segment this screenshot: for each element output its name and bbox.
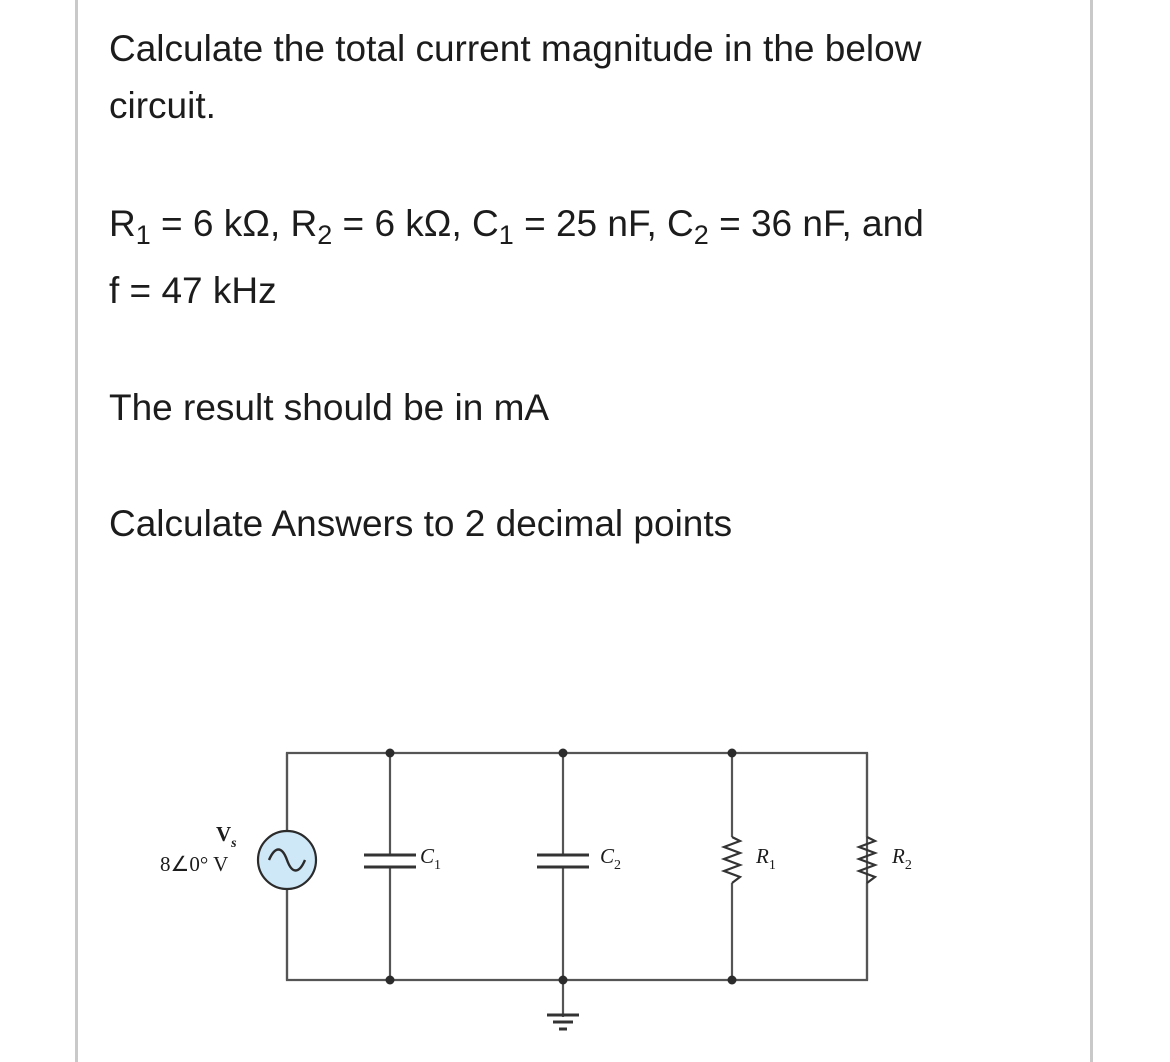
- source-value: 8∠0° V: [160, 852, 229, 876]
- c2-diagram-label: $C_2$: [600, 844, 622, 873]
- junction-node: [728, 976, 737, 985]
- junction-node: [728, 749, 737, 758]
- unit-instruction: The result should be in mA: [109, 387, 550, 428]
- frequency-value: f = 47 kHz: [109, 270, 277, 311]
- source-subscript: s: [231, 836, 237, 851]
- r1-diagram-label: $R_1$: [756, 844, 776, 873]
- ground-icon: [547, 1015, 579, 1029]
- c2-value: = 36 nF, and: [708, 203, 924, 244]
- given-values: [109, 190, 1049, 324]
- question-line-2: circuit.: [109, 85, 216, 126]
- r1-value: = 6 kΩ,: [150, 203, 291, 244]
- question-text: [109, 20, 1029, 134]
- c2-label: C: [667, 203, 694, 244]
- c1-diagram-label: $C_1$: [420, 844, 442, 873]
- c1-label: C: [472, 203, 499, 244]
- r1-label: R: [109, 203, 136, 244]
- junction-node: [386, 976, 395, 985]
- r1-subscript: 1: [135, 220, 151, 250]
- junction-node: [559, 749, 568, 758]
- junction-node: [559, 976, 568, 985]
- circuit-diagram: [150, 735, 930, 1035]
- junction-node: [386, 749, 395, 758]
- r2-subscript: 2: [317, 220, 333, 250]
- c1-subscript: 1: [498, 220, 514, 250]
- c1-value: = 25 nF,: [513, 203, 668, 244]
- r2-label: R: [290, 203, 318, 244]
- ac-source-icon: [258, 831, 316, 889]
- capacitor-c2-symbol: [537, 855, 589, 867]
- source-label: $V_s$: [216, 822, 237, 851]
- decimal-instruction: Calculate Answers to 2 decimal points: [109, 503, 733, 544]
- capacitor-c1-symbol: [364, 855, 416, 867]
- r2-value: = 6 kΩ,: [332, 203, 473, 244]
- question-line-1: Calculate the total current magnitude in the below: [109, 28, 922, 69]
- left-border: [75, 0, 78, 1062]
- r2-diagram-label: $R_2$: [892, 844, 912, 873]
- wires: [287, 753, 867, 1017]
- c2-subscript: 2: [693, 220, 709, 250]
- resistor-r1-symbol: [724, 837, 740, 883]
- right-border: [1090, 0, 1093, 1062]
